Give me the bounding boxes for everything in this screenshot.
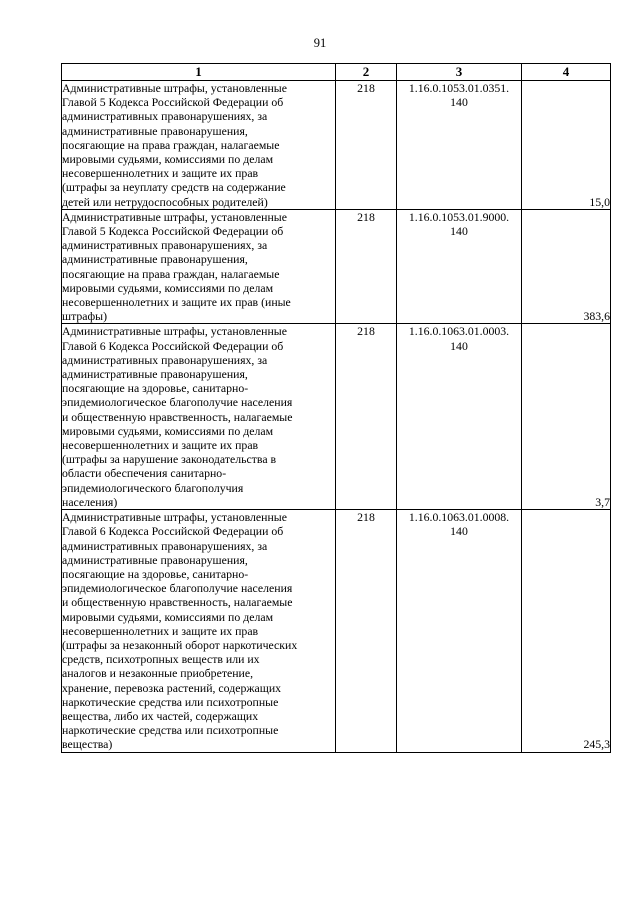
description-line: несовершеннолетних и защите их прав	[62, 438, 259, 453]
table-row	[62, 510, 611, 752]
amount-value: 383,6	[522, 209, 611, 324]
kbk-line: 140	[450, 95, 468, 110]
description-line: посягающие на здоровье, санитарно-	[62, 566, 249, 581]
column-header-3: 3	[397, 64, 522, 81]
description-line: Административные штрафы, установленные	[62, 324, 287, 339]
description-line: мировыми судьями, комиссиями по делам	[62, 609, 274, 624]
description-line: Административные штрафы, установленные	[62, 209, 287, 224]
description-line: административные правонарушения,	[62, 123, 248, 138]
description-line: несовершеннолетних и защите их прав (иные	[62, 295, 291, 310]
description-line: мировыми судьями, комиссиями по делам	[62, 423, 274, 438]
description-line: административных правонарушениях, за	[62, 352, 268, 367]
description-line: несовершеннолетних и защите их прав	[62, 623, 259, 638]
description-line: вещества)	[62, 737, 113, 752]
description-line: штрафы)	[62, 309, 108, 324]
description-line: Главой 5 Кодекса Российской Федерации об	[62, 224, 284, 239]
description-line: Главой 6 Кодекса Российской Федерации об	[62, 524, 284, 539]
amount-value: 245,3	[522, 510, 611, 752]
fine-description	[62, 510, 336, 752]
description-line: Главой 5 Кодекса Российской Федерации об	[62, 95, 284, 110]
admin-code: 218	[336, 81, 397, 210]
description-line: административные правонарушения,	[62, 367, 248, 382]
description-line: (штрафы за незаконный оборот наркотических	[62, 637, 298, 652]
description-line: Административные штрафы, установленные	[62, 81, 287, 95]
description-line: и общественную нравственность, налагаемые	[62, 409, 293, 424]
column-header-2: 2	[336, 64, 397, 81]
description-line: эпидемиологическое благополучие населения	[62, 395, 293, 410]
description-line: наркотические средства или психотропные	[62, 723, 279, 738]
description-line: аналогов и незаконные приобретение,	[62, 666, 254, 681]
description-line: средств, психотропных веществ или их	[62, 652, 260, 667]
kbk-line: 140	[450, 524, 468, 539]
budget-classification-code	[397, 510, 522, 752]
admin-code: 218	[336, 209, 397, 324]
kbk-line: 140	[450, 224, 468, 239]
budget-classification-code	[397, 81, 522, 210]
table-row	[62, 81, 611, 210]
fine-description	[62, 209, 336, 324]
kbk-line: 1.16.0.1063.01.0003.	[408, 324, 510, 339]
page-number: 91	[313, 36, 327, 50]
fine-description	[62, 324, 336, 510]
description-line: административных правонарушениях, за	[62, 238, 268, 253]
description-line: населения)	[62, 494, 118, 509]
description-line: мировыми судьями, комиссиями по делам	[62, 280, 274, 295]
budget-classification-code	[397, 209, 522, 324]
column-header-1: 1	[62, 64, 336, 81]
description-line: детей или нетрудоспособных родителей)	[62, 194, 268, 209]
description-line: посягающие на права граждан, налагаемые	[62, 266, 280, 281]
description-line: административные правонарушения,	[62, 252, 248, 267]
table-header-row	[62, 64, 611, 81]
description-line: административных правонарушениях, за	[62, 538, 268, 553]
fine-description	[62, 81, 336, 210]
description-line: вещества, либо их частей, содержащих	[62, 708, 259, 723]
column-header-4: 4	[522, 64, 611, 81]
description-line: эпидемиологическое благополучие населения	[62, 581, 293, 596]
table-row	[62, 324, 611, 510]
amount-value: 15,0	[522, 81, 611, 210]
kbk-line: 140	[450, 338, 468, 353]
description-line: посягающие на здоровье, санитарно-	[62, 381, 249, 396]
description-line: наркотические средства или психотропные	[62, 694, 279, 709]
admin-code: 218	[336, 324, 397, 510]
description-line: и общественную нравственность, налагаемые	[62, 595, 293, 610]
description-line: (штрафы за нарушение законодательства в	[62, 452, 277, 467]
budget-classification-code	[397, 324, 522, 510]
kbk-line: 1.16.0.1053.01.9000.	[408, 209, 510, 224]
description-line: (штрафы за неуплату средств на содержание	[62, 180, 286, 195]
description-line: эпидемиологического благополучия	[62, 480, 244, 495]
amount-value: 3,7	[522, 324, 611, 510]
description-line: посягающие на права граждан, налагаемые	[62, 137, 280, 152]
admin-code: 218	[336, 510, 397, 752]
description-line: административные правонарушения,	[62, 552, 248, 567]
description-line: области обеспечения санитарно-	[62, 466, 227, 481]
fines-table	[61, 63, 611, 753]
kbk-line: 1.16.0.1053.01.0351.	[408, 81, 510, 95]
table-row	[62, 209, 611, 324]
description-line: мировыми судьями, комиссиями по делам	[62, 152, 274, 167]
description-line: хранение, перевозка растений, содержащих	[62, 680, 282, 695]
description-line: административных правонарушениях, за	[62, 109, 268, 124]
description-line: Административные штрафы, установленные	[62, 510, 287, 525]
description-line: Главой 6 Кодекса Российской Федерации об	[62, 338, 284, 353]
description-line: несовершеннолетних и защите их прав	[62, 166, 259, 181]
kbk-line: 1.16.0.1063.01.0008.	[408, 510, 510, 525]
